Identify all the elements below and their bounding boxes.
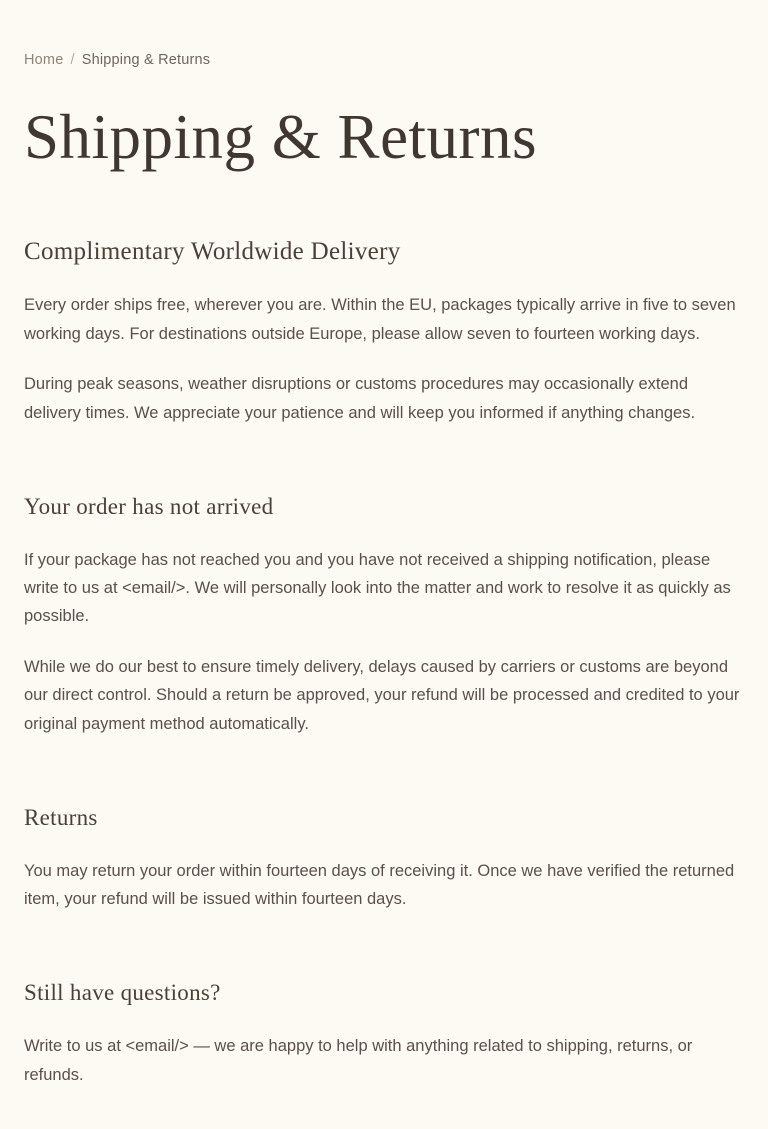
section-heading-order-not-arrived: Your order has not arrived [24,493,274,519]
section-heading-shipping: Complimentary Worldwide Delivery [24,238,401,266]
section-questions [24,979,744,1089]
page-title: Shipping & Returns [24,102,538,172]
section-shipping-paragraph-1: Every order ships free, wherever you are. Within the EU, packages typically arrive in five to seven working days. For destinations outside Europe, please allow seven to fourteen working days. [24,296,736,343]
breadcrumb-separator: / [70,52,75,68]
section-heading-questions: Still have questions? [24,980,221,1006]
section-divider-spacer-1 [24,471,744,493]
breadcrumb-link-home[interactable]: Home [24,52,64,68]
section-returns [24,804,744,914]
section-order-not-arrived [24,493,744,738]
section-order-not-arrived-paragraph-1: If your package has not reached you and you have not received a shipping notification, please write to us at <email/>. We will personally look into the matter and work to resolve it as quickly as possible. [24,550,731,626]
section-divider-spacer-2 [24,782,744,804]
section-returns-paragraph-1: You may return your order within fourteen days of receiving it. Once we have verified the returned item, your refund will be issued within fourteen days. [24,861,735,909]
breadcrumb [24,52,744,68]
section-order-not-arrived-paragraph-2: While we do our best to ensure timely delivery, delays caused by carriers or customs are beyond our direct control. Should a return be approved, your refund will be processed and credited to your original payment method automatically. [24,657,740,733]
section-shipping [24,236,744,427]
breadcrumb-current: Shipping & Returns [81,52,211,68]
section-questions-paragraph-1: Write to us at <email/> — we are happy to help with anything related to shipping, returns, or refunds. [24,1037,693,1084]
section-heading-returns: Returns [24,804,98,830]
section-divider-spacer-3 [24,957,744,979]
section-shipping-paragraph-2: During peak seasons, weather disruptions or customs procedures may occasionally extend delivery times. We appreciate your patience and will keep you informed if anything changes. [24,375,696,422]
